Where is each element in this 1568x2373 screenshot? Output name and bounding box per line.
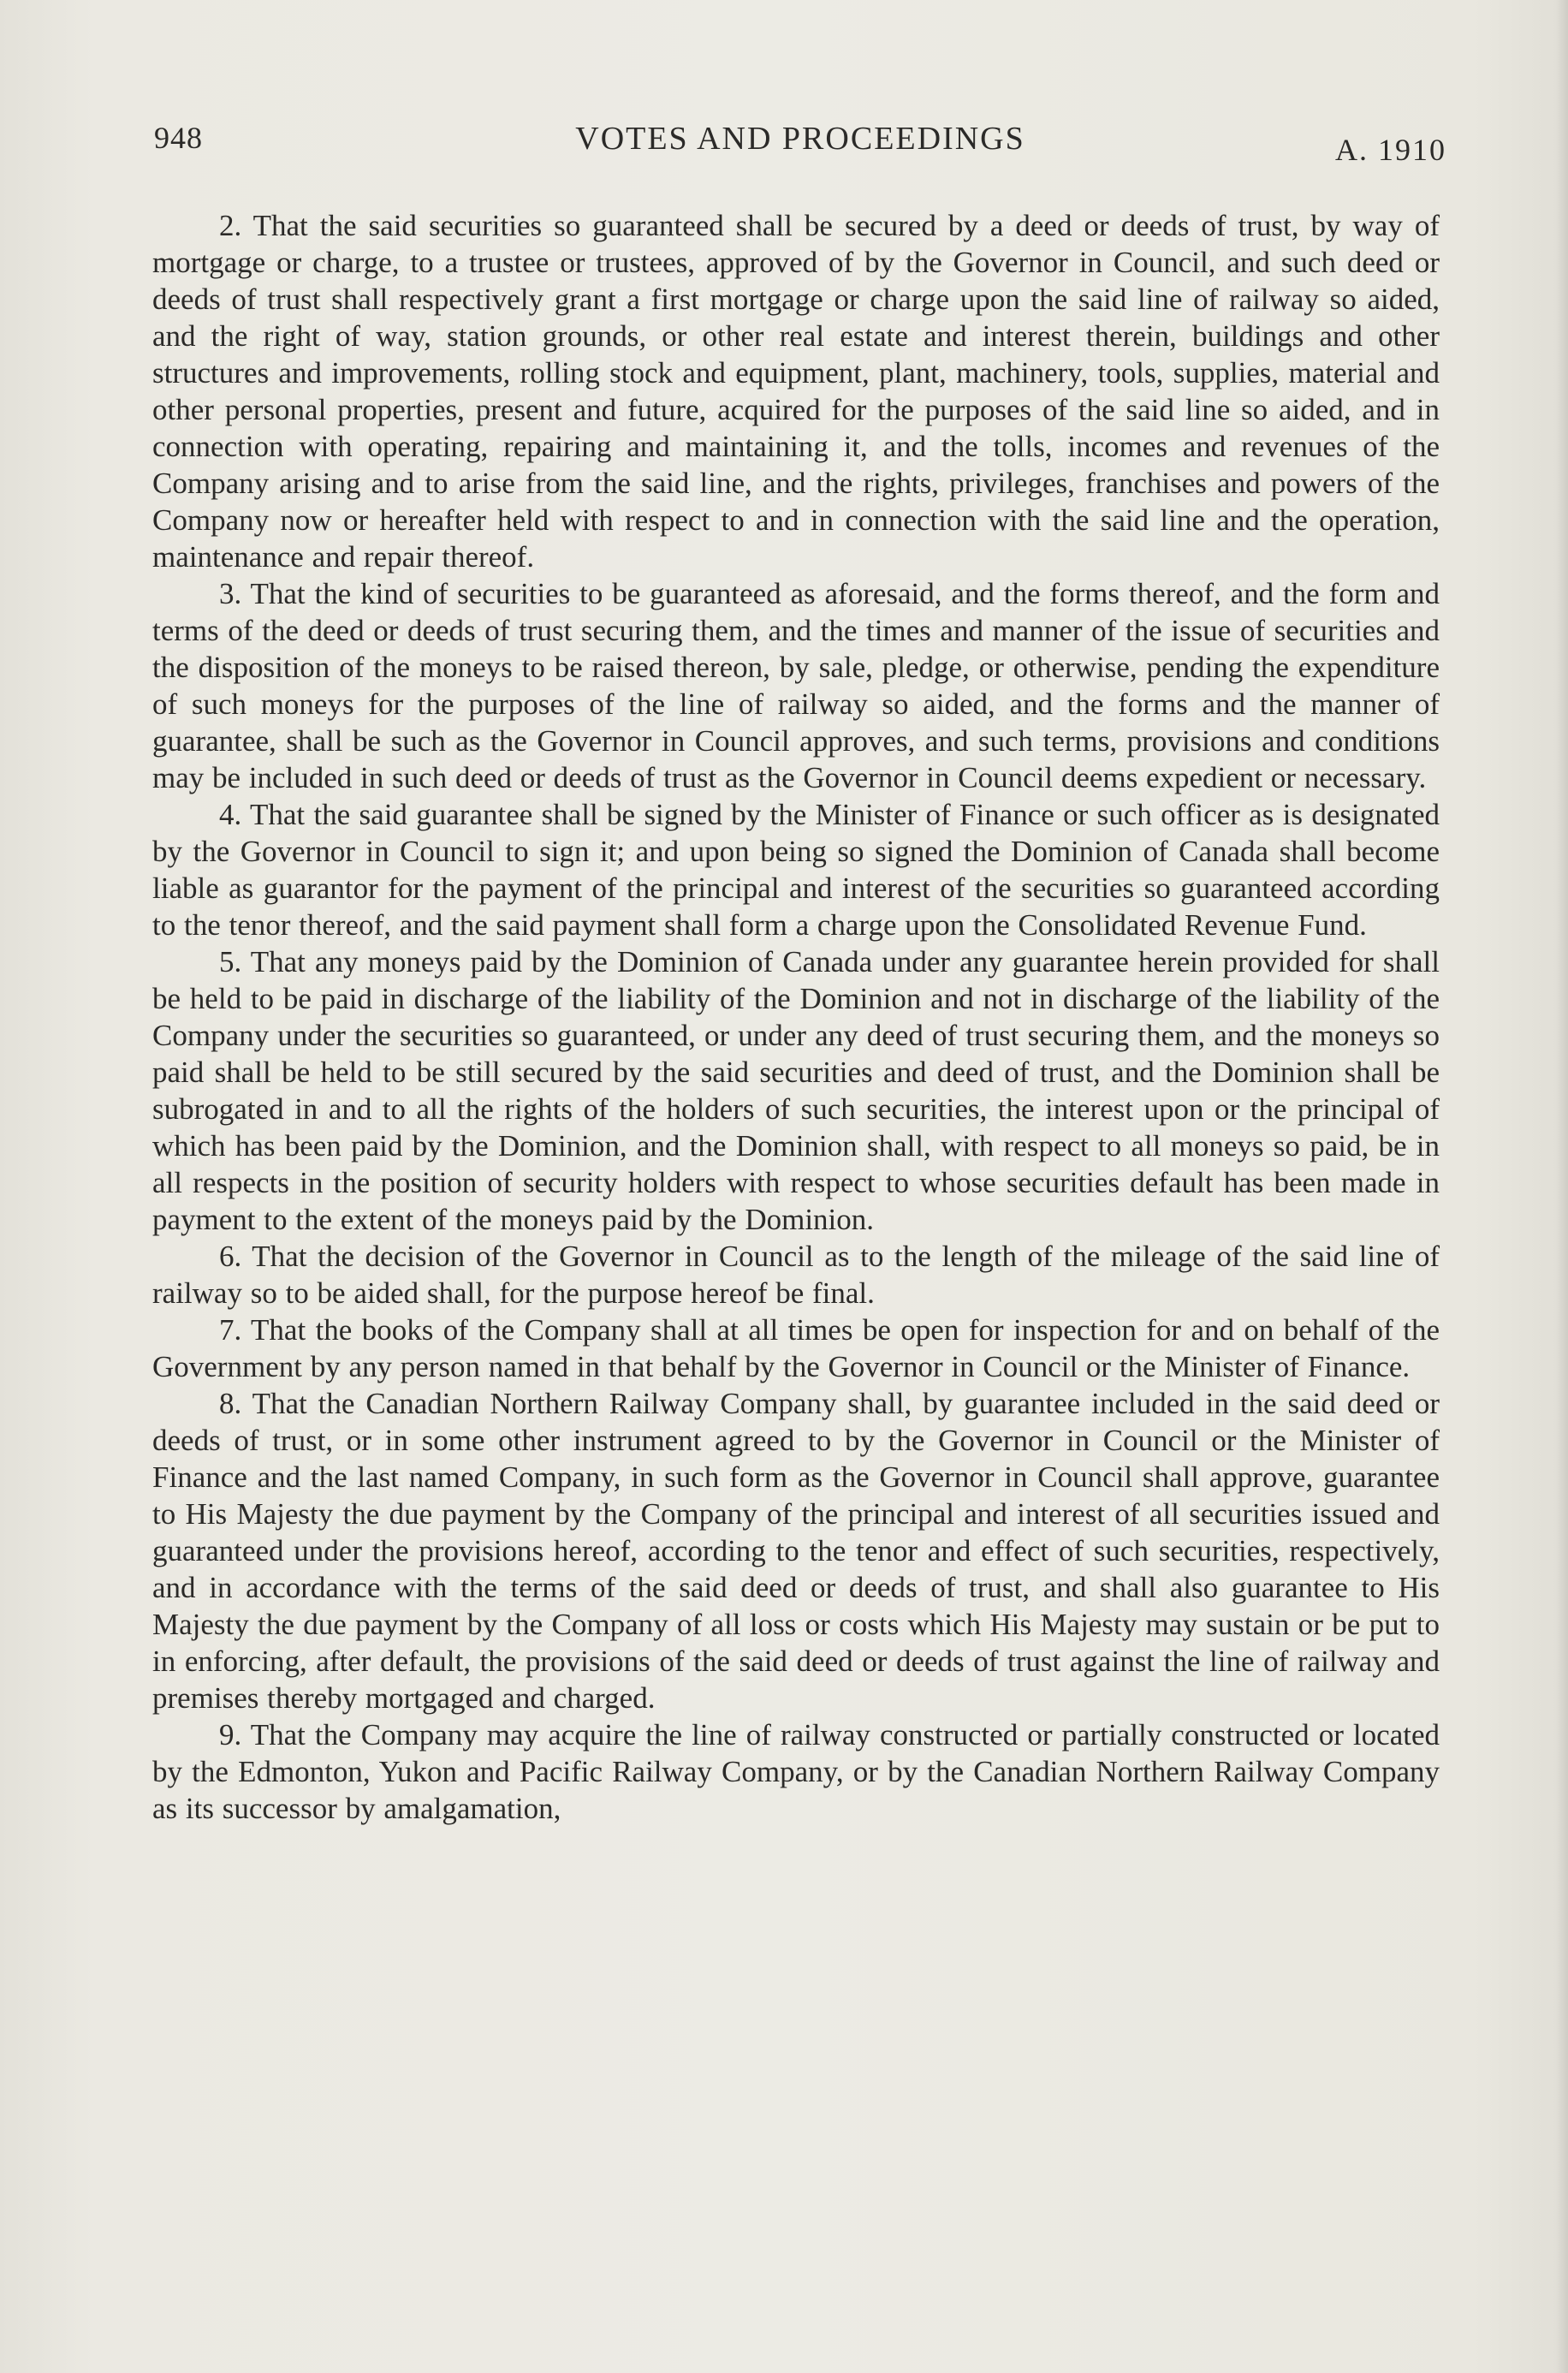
page-header (154, 120, 1446, 171)
resolution-text (152, 207, 1440, 1827)
paragraph-5: 5. That any moneys paid by the Dominion of Canada under any guarantee herein provided for shall be held to be paid in discharge of the liability of the Dominion and not in discharge of the liability of the Company under the securities so guaranteed, or under any deed of trust securing them, and the moneys so paid shall be held to be still secured by the said securities and deed of trust, and the Dominion shall be subrogated in and to all the rights of the holders of such securities, the interest upon or the principal of which has been paid by the Dominion, and the Dominion shall, with respect to all moneys so paid, be in all respects in the position of security holders with respect to whose securities default has been made in payment to the extent of the moneys paid by the Dominion. (152, 945, 1440, 1236)
paragraph-4: 4. That the said guarantee shall be signed by the Minister of Finance or such officer as is designated by the Governor in Council to sign it; and upon being so signed the Dominion of Canada shall become liable as guarantor for the payment of the principal and interest of the securities so guaranteed according to the tenor thereof, and the said payment shall form a charge upon the Consolidated Revenue Fund. (152, 798, 1440, 942)
paragraph-2: 2. That the said securities so guaranteed shall be secured by a deed or deeds of trust, by way of mortgage or charge, to a trustee or trustees, approved of by the Governor in Council, and such deed or deeds of trust shall respectively grant a first mortgage or charge upon the said line of railway so aided, and the right of way, station grounds, or other real estate and interest therein, buildings and other structures and improvements, rolling stock and equipment, plant, machinery, tools, supplies, material and other personal properties, present and future, acquired for the purposes of the said line so aided, and in connection with operating, repairing and maintaining it, and the tolls, incomes and revenues of the Company arising and to arise from the said line, and the rights, privileges, franchises and powers of the Company now or hereafter held with respect to and in connection with the said line and the operation, maintenance and repair thereof. (152, 209, 1440, 574)
paragraph-7: 7. That the books of the Company shall at all times be open for inspection for and on behalf of the Government by any person named in that behalf by the Governor in Council or the Minister of Finance. (152, 1313, 1440, 1383)
page-edge-shadow (1556, 0, 1568, 2373)
running-title: VOTES AND PROCEEDINGS (575, 121, 1025, 157)
session-year: A. 1910 (1335, 133, 1446, 167)
paragraph-6: 6. That the decision of the Governor in Council as to the length of the mileage of the said line of railway so to be aided shall, for the purpose hereof be final. (152, 1240, 1440, 1310)
paragraph-8: 8. That the Canadian Northern Railway Company shall, by guarantee included in the said deed or deeds of trust, or in some other instrument agreed to by the Governor in Council or the Minister of Finance and the last named Company, in such form as the Governor in Council shall approve, guarantee to His Majesty the due payment by the Company of the principal and interest of all securities issued and guaranteed under the provisions hereof, according to the tenor and effect of such securities, respectively, and in accordance with the terms of the said deed or deeds of trust, and shall also guarantee to His Majesty the due payment by the Company of all loss or costs which His Majesty may sustain or be put to in enforcing, after default, the provisions of the said deed or deeds of trust against the line of railway and premises thereby mortgaged and charged. (152, 1387, 1440, 1715)
page-number: 948 (154, 121, 203, 155)
paragraph-9: 9. That the Company may acquire the line of railway constructed or partially constructed or located by the Edmonton, Yukon and Pacific Railway Company, or by the Canadian Northern Railway Company as its successor by amalgamation, (152, 1718, 1440, 1825)
paragraph-3: 3. That the kind of securities to be guaranteed as aforesaid, and the forms thereof, and the form and terms of the deed or deeds of trust securing them, and the times and manner of the issue of securities and the disposition of the moneys to be raised thereon, by sale, pledge, or otherwise, pending the expenditure of such moneys for the purposes of the line of railway so aided, and the forms and the manner of guarantee, shall be such as the Governor in Council approves, and such terms, provisions and conditions may be included in such deed or deeds of trust as the Governor in Council deems expedient or necessary. (152, 577, 1440, 794)
